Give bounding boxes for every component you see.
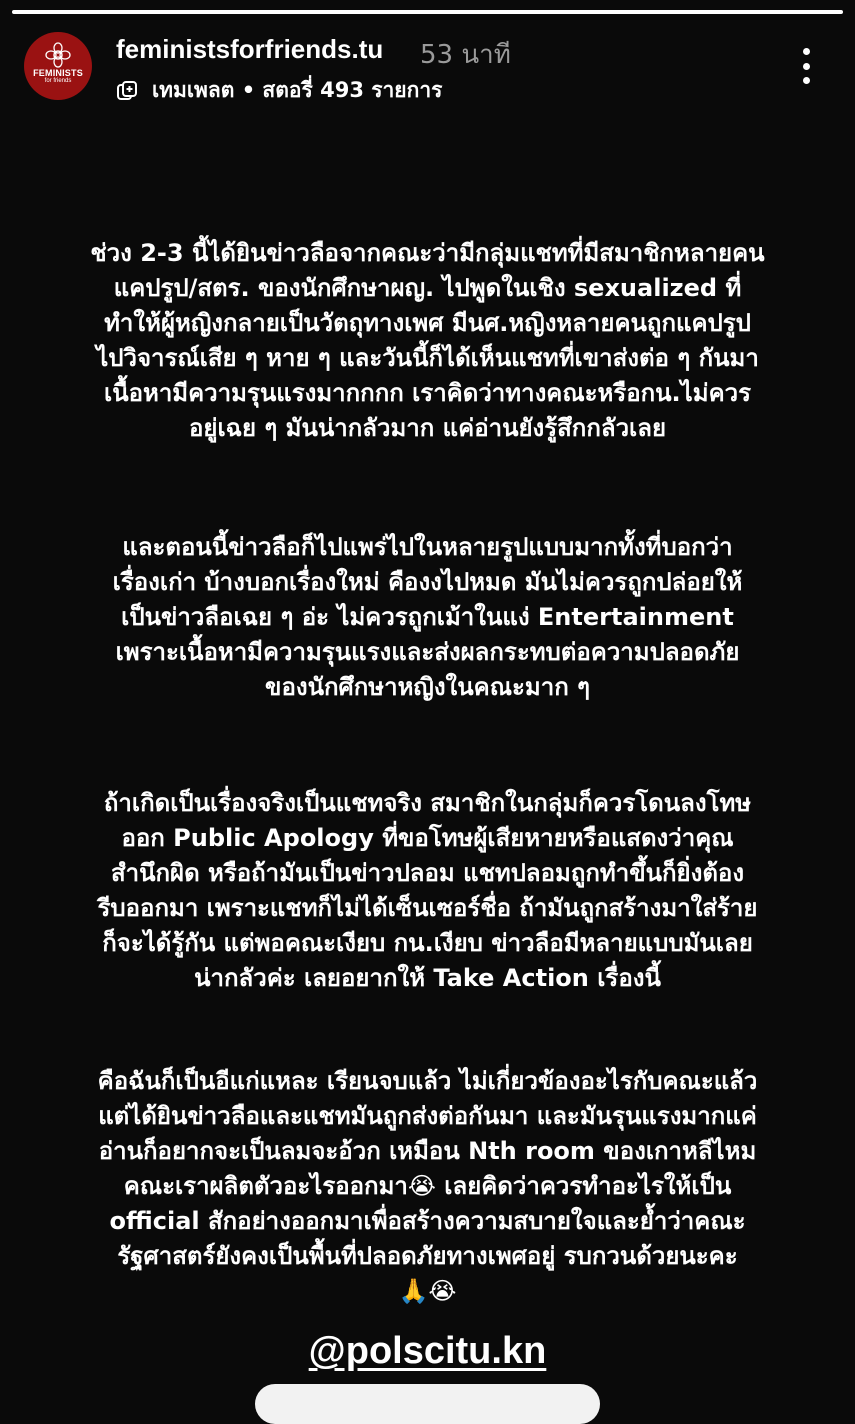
- text-line: official สักอย่างออกมาเพื่อสร้างความสบายใจและย้ำว่าคณะ: [109, 1207, 746, 1235]
- text-line: รัฐศาสตร์ยังคงเป็นพื้นที่ปลอดภัยทางเพศอยู่ รบกวนด้วยนะคะ: [117, 1242, 738, 1270]
- time-ago: 53 นาที: [420, 40, 511, 70]
- text-line: ถ้าเกิดเป็นเรื่องจริงเป็นแชทจริง สมาชิกในกลุ่มก็ควรโดนลงโทษ: [103, 789, 752, 817]
- text-line: และตอนนี้ข่าวลือก็ไปแพร่ไปในหลายรูปแบบมากทั้งที่บอกว่า: [122, 533, 733, 561]
- text-line: คณะเราผลิตตัวอะไรออกมา😭 เลยคิดว่าควรทำอะไรให้เป็น: [123, 1172, 732, 1200]
- text-line: 🙏😭: [398, 1277, 457, 1305]
- reply-bar[interactable]: [255, 1384, 600, 1424]
- text-line: เรื่องเก่า บ้างบอกเรื่องใหม่ คืองงไปหมด มันไม่ควรถูกปล่อยให้: [112, 568, 743, 596]
- text-line: ก็จะได้รู้กัน แต่พอคณะเงียบ กน.เงียบ ข่าวลือมีหลายแบบมันเลย: [102, 929, 753, 957]
- meta-text: เทมเพลต • สตอรี่ 493 รายการ: [152, 78, 443, 102]
- text-line: อ่านก็อยากจะเป็นลมจะอ้วก เหมือน Nth room ของเกาหลีไหม: [98, 1137, 757, 1165]
- flower-icon: [41, 42, 75, 68]
- text-line: อยู่เฉย ๆ มันน่ากลัวมาก แค่อ่านยังรู้สึกกลัวเลย: [188, 414, 667, 442]
- text-line: สำนึกผิด หรือถ้ามันเป็นข่าวปลอม แชทปลอมถูกทำขึ้นก็ยิ่งต้อง: [110, 859, 745, 887]
- paragraph-3: [40, 786, 815, 996]
- text-line: ไปวิจารณ์เสีย ๆ หาย ๆ และวันนี้ก็ได้เห็นแชทที่เขาส่งต่อ ๆ กันมา: [96, 344, 759, 372]
- avatar[interactable]: [24, 32, 92, 100]
- avatar-sub: for friends: [44, 77, 72, 84]
- avatar-brand: FEMINISTS: [33, 67, 83, 78]
- text-line: เนื้อหามีความรุนแรงมากกกก เราคิดว่าทางคณะหรือกน.ไม่ควร: [103, 379, 751, 407]
- text-line: คือฉันก็เป็นอีแก่แหละ เรียนจบแล้ว ไม่เกี่ยวข้องอะไรกับคณะแล้ว: [97, 1067, 758, 1095]
- text-line: เพราะเนื้อหามีความรุนแรงและส่งผลกระทบต่อความปลอดภัย: [115, 638, 740, 666]
- text-line: ออก Public Apology ที่ขอโทษผู้เสียหายหรือแสดงว่าคุณ: [121, 824, 734, 852]
- template-icon: [116, 80, 138, 102]
- text-line: ของนักศึกษาหญิงในคณะมาก ๆ: [265, 673, 590, 701]
- text-line: แคปรูป/สตร. ของนักศึกษาผญ. ไปพูดในเชิง sexualized ที่: [113, 274, 742, 302]
- story-meta[interactable]: [116, 74, 442, 107]
- more-vertical-icon[interactable]: [801, 48, 811, 84]
- paragraph-4: [40, 1064, 815, 1309]
- story-progress-bar: [12, 10, 843, 14]
- text-line: ทำให้ผู้หญิงกลายเป็นวัตถุทางเพศ มีนศ.หญิงหลายคนถูกแคปรูป: [104, 309, 751, 337]
- username[interactable]: feministsforfriends.tu: [116, 34, 384, 64]
- story-header: [24, 32, 835, 102]
- mention-sticker[interactable]: @polscitu.kn: [308, 1330, 547, 1372]
- text-line: รีบออกมา เพราะแชทก็ไม่ได้เซ็นเซอร์ชื่อ ถ้ามันถูกสร้างมาใส่ร้าย: [97, 894, 758, 922]
- text-line: น่ากลัวค่ะ เลยอยากให้ Take Action เรื่องนี้: [194, 964, 661, 992]
- text-line: เป็นข่าวลือเฉย ๆ อ่ะ ไม่ควรถูกเม้าในแง่ Entertainment: [121, 603, 734, 631]
- text-line: แต่ได้ยินข่าวลือและแชทมันถูกส่งต่อกันมา และมันรุนแรงมากแค่: [98, 1102, 757, 1130]
- paragraph-2: [40, 530, 815, 705]
- paragraph-1: [40, 236, 815, 446]
- text-line: ช่วง 2-3 นี้ได้ยินข่าวลือจากคณะว่ามีกลุ่มแชทที่มีสมาชิกหลายคน: [90, 239, 765, 267]
